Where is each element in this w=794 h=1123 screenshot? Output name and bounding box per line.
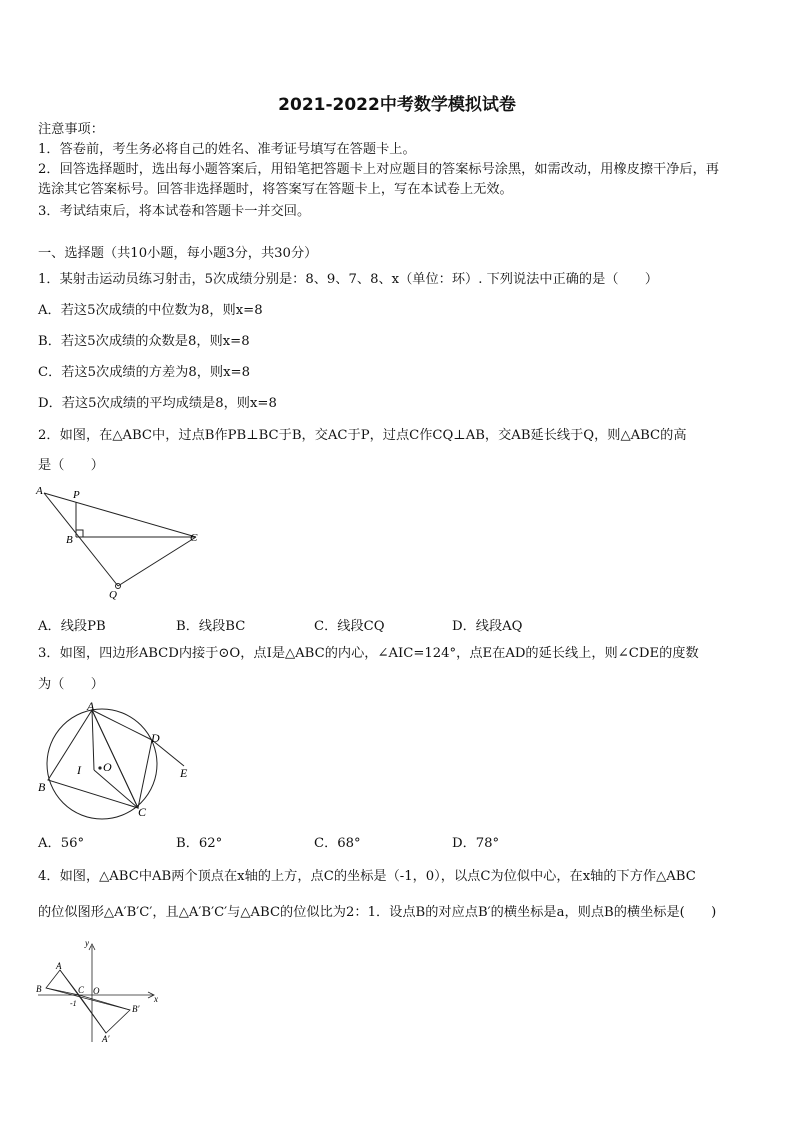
q4-label-x: x: [154, 994, 158, 1004]
q3-label-a: A: [87, 699, 95, 713]
q2-label-p: P: [73, 489, 80, 501]
q3-stem-line1: 3．如图，四边形ABCD内接于⊙O，点I是△ABC的内心，∠AIC=124°，点E在AD的延长线上，则∠CDE的度数: [38, 646, 699, 661]
q4-label-b: B: [36, 984, 42, 994]
q3-label-b: B: [38, 780, 46, 794]
q3-stem-line2: 为（ ）: [38, 677, 104, 692]
q2-option-a: A．线段PB: [38, 619, 106, 634]
q2-label-c: C: [190, 532, 198, 544]
q3-option-b: B．62°: [176, 836, 223, 851]
q3-label-i: I: [77, 763, 81, 777]
q2-option-d: D．线段AQ: [452, 619, 523, 634]
q4-stem-line1: 4．如图，△ABC中AB两个顶点在x轴的上方，点C的坐标是（-1，0），以点C为位似中心，在x轴的下方作△ABC: [38, 869, 696, 884]
q3-label-c: C: [138, 805, 147, 819]
q2-option-c: C．线段CQ: [314, 619, 385, 634]
notice-item-1: 1．答卷前，考生务必将自己的姓名、准考证号填写在答题卡上。: [38, 142, 416, 157]
q1-option-a: A．若这5次成绩的中位数为8，则x=8: [38, 303, 263, 318]
q4-stem-line2: 的位似图形△A′B′C′，且△A′B′C′与△ABC的位似比为2：1．设点B的对应点B′的横坐标是a，则点B的横坐标是( ): [38, 905, 717, 920]
q2-stem-line1: 2．如图，在△ABC中，过点B作PB⊥BC于B，交AC于P，过点C作CQ⊥AB，交AB延长线于Q，则△ABC的高: [38, 428, 687, 443]
q4-label-c: C: [78, 985, 85, 995]
notice-item-2-cont: 选涂其它答案标号。回答非选择题时，将答案写在答题卡上，写在本试卷上无效。: [38, 182, 513, 197]
section-heading: 一、选择题（共10小题，每小题3分，共30分）: [38, 246, 318, 261]
q4-label-aprime: A′: [102, 1034, 110, 1044]
q2-label-q: Q: [109, 589, 117, 601]
q3-figure: [34, 698, 204, 822]
q3-label-d: D: [151, 731, 160, 745]
q1-option-b: B．若这5次成绩的众数是8，则x=8: [38, 334, 250, 349]
q2-figure: [34, 482, 204, 602]
q1-stem: 1．某射击运动员练习射击，5次成绩分别是：8、9、7、8、x（单位：环）. 下列说法中正确的是（ ）: [38, 272, 659, 287]
q3-option-a: A．56°: [38, 836, 85, 851]
notice-heading: 注意事项：: [38, 122, 104, 137]
page-title: 2021-2022中考数学模拟试卷: [278, 95, 516, 115]
q4-label-y: y: [85, 938, 89, 948]
q2-option-b: B．线段BC: [176, 619, 246, 634]
q2-label-a: A: [36, 485, 43, 497]
q3-label-e: E: [180, 766, 188, 780]
q4-label-a: A: [56, 961, 62, 971]
q2-label-b: B: [66, 534, 73, 546]
q4-figure: [34, 936, 166, 1048]
q1-option-d: D．若这5次成绩的平均成绩是8，则x=8: [38, 396, 277, 411]
q4-label-bprime: B′: [132, 1004, 140, 1014]
q1-option-c: C．若这5次成绩的方差为8，则x=8: [38, 365, 250, 380]
q4-label-o: O: [93, 986, 100, 996]
notice-item-2: 2．回答选择题时，选出每小题答案后，用铅笔把答题卡上对应题目的答案标号涂黑，如需改动，用橡皮擦干净后，再: [38, 162, 719, 177]
q3-option-d: D．78°: [452, 836, 500, 851]
q2-stem-line2: 是（ ）: [38, 458, 104, 473]
q3-option-c: C．68°: [314, 836, 361, 851]
q4-label-minus1: -1: [70, 999, 77, 1008]
q3-label-o: O: [103, 760, 112, 774]
notice-item-3: 3．考试结束后，将本试卷和答题卡一并交回。: [38, 204, 311, 219]
